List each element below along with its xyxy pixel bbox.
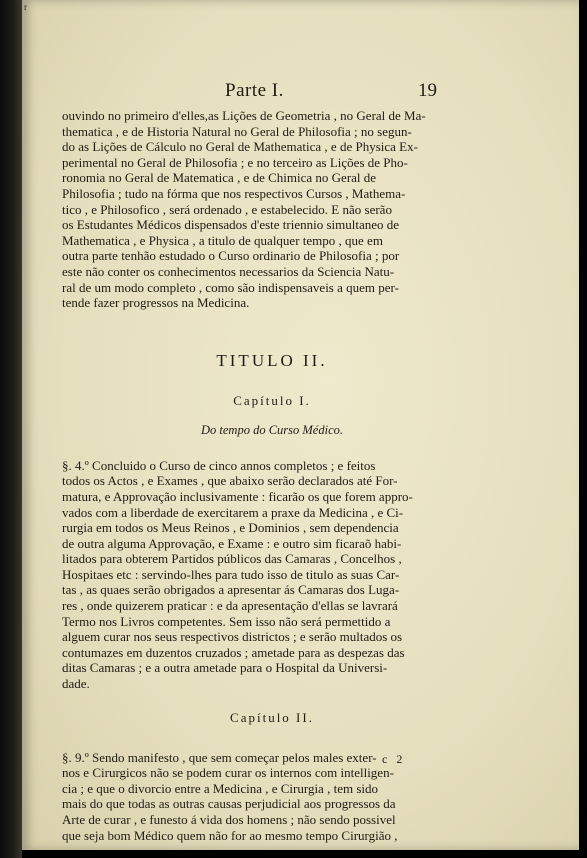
text-line: §. 9.º Sendo manifesto , que sem começar pelos males exter- <box>62 749 377 765</box>
edge-mark: r <box>24 2 27 12</box>
signature-mark: c 2 <box>382 752 406 766</box>
running-head <box>22 80 579 104</box>
chapter-1-heading: Capítulo I. <box>233 392 311 408</box>
text-line: litados para obterem Partidos públicos das Camaras , Concelhos , <box>62 551 402 567</box>
text-line: tico , e Philosofico , será ordenado , e estabelecido. E não serão <box>62 201 392 217</box>
text-line: todos os Actos , e Exames , que abaixo serão declarados até For- <box>62 473 398 489</box>
text-line: ditas Camaras ; e a outra ametade para o Hospital da Universi- <box>62 660 388 676</box>
text-line: cia ; e que o divorcio entre a Medicina , e Cirurgia , tem sido <box>62 780 378 796</box>
text-line: alguem curar nos seus respectivos districtos ; e serão multados os <box>62 629 403 645</box>
book-binding-edge <box>0 0 22 858</box>
text-block <box>62 108 482 843</box>
text-line: ronomia no Geral de Matematica , e de Chimica no Geral de <box>62 170 377 186</box>
text-line: §. 4.º Concluido o Curso de cinco annos completos ; e feitos <box>62 457 376 473</box>
text-line: vados com a liberdade de exercitarem a praxe da Medicina , e Ci- <box>62 504 404 520</box>
text-line: os Estudantes Médicos dispensados d'este triennio simultaneo de <box>62 217 400 233</box>
text-line: Arte de curar , e funesto á vida dos homens ; não sendo possivel <box>62 812 396 827</box>
text-line: matura, e Approvação inclusivamente : ficarão os que forem appro- <box>62 488 413 504</box>
text-line: ral de um modo completo , como são indispensaveis a quem per- <box>62 279 399 295</box>
text-line: tas , as quaes serão obrigados a apresentar ás Camaras dos Luga- <box>62 582 400 598</box>
running-head-title: Parte I. <box>225 80 284 101</box>
book-page <box>22 0 579 850</box>
titulo-heading: TITULO II. <box>216 350 328 370</box>
text-line: Mathematica , e Physica , a titulo de qualquer tempo , que em <box>62 232 383 248</box>
text-line: mais do que todas as outras causas perjudicial aos progressos da <box>62 796 396 812</box>
text-line: Hospitaes etc : servindo-lhes para tudo isso de titulo as suas Car- <box>62 566 400 582</box>
page-number: 19 <box>418 80 437 101</box>
text-line: ouvindo no primeiro d'elles,as Lições de Geometria , no Geral de Ma- <box>62 108 426 123</box>
paragraph-1 <box>62 108 482 311</box>
paragraph-2 <box>62 458 482 692</box>
text-line: Philosofia ; tudo na fórma que nos respectivos Cursos , Mathema- <box>62 185 406 201</box>
text-line: de outra alguma Approvação, e Exame : e outro sim ficaraõ habi- <box>62 535 402 551</box>
text-line: do as Lições de Cálculo no Geral de Mathematica , e de Physica Ex- <box>62 139 418 155</box>
text-line: outra parte tenhão estudado o Curso ordinario de Philosofia ; por <box>62 248 400 264</box>
chapter-2-heading: Capítulo II. <box>230 709 314 725</box>
text-line: este não conter os conhecimentos necessarios da Sciencia Natu- <box>62 263 395 279</box>
text-line: res , onde quizerem praticar : e da apresentação d'ellas se lavrará <box>62 598 398 614</box>
text-line: contumazes em duzentos cruzados ; ametade para as despezas das <box>62 644 405 660</box>
text-line: que seja bom Médico quem não for ao mesmo tempo Cirurgião , <box>62 827 398 843</box>
text-line: tende fazer progressos na Medicina. <box>62 295 250 311</box>
text-line: dade. <box>62 676 90 692</box>
chapter-1-subtitle: Do tempo do Curso Médico. <box>201 422 343 437</box>
text-line: thematica , e de Historia Natural no Geral de Philosofia ; no segun- <box>62 123 412 139</box>
text-line: nos e Cirurgicos não se podem curar os internos com intelligen- <box>62 765 394 781</box>
paragraph-3 <box>62 750 482 844</box>
text-line: Termo nos Livros competentes. Sem isso não será permettido a <box>62 613 391 629</box>
text-line: rurgia em todos os Meus Reinos , e Dominios , sem dependencia <box>62 520 399 536</box>
text-line: perimental no Geral de Philosofia ; e no terceiro as Lições de Pho- <box>62 154 408 170</box>
